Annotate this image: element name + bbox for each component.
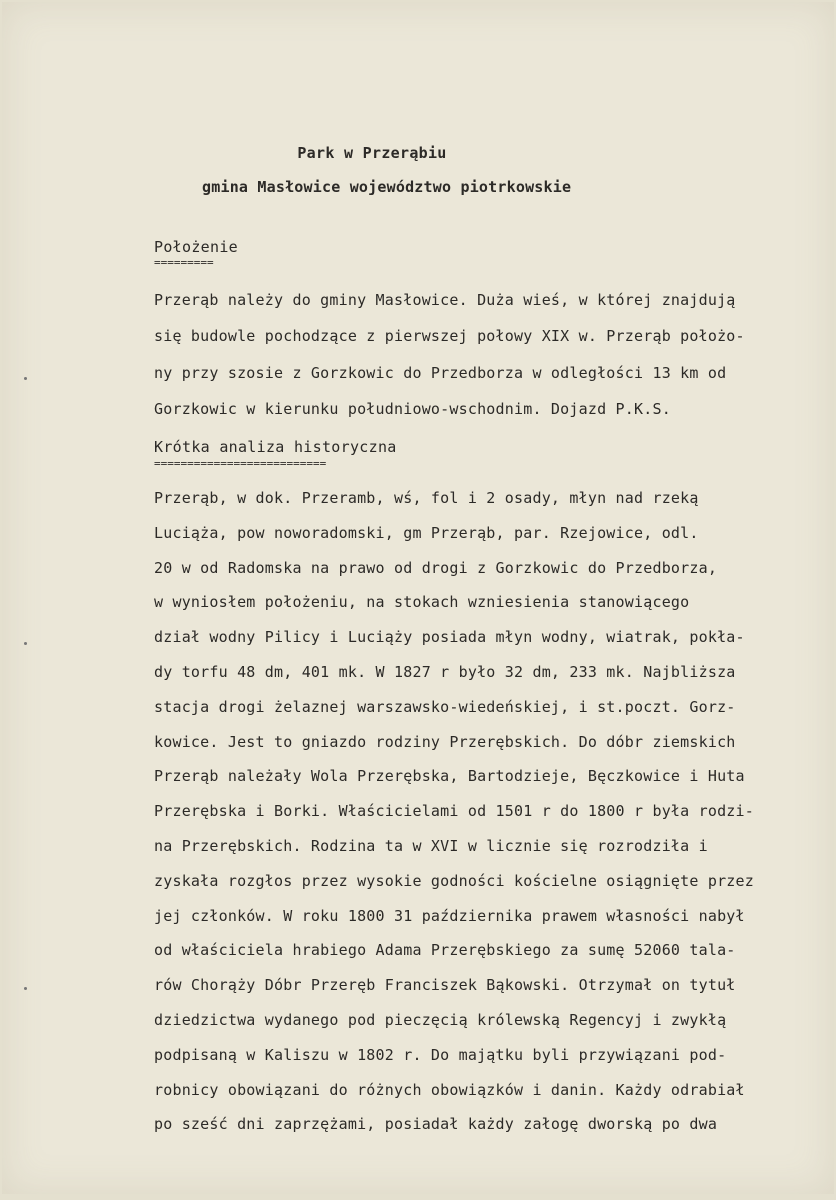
heading-underline: =========	[154, 257, 214, 268]
text-line: kowice. Jest to gniazdo rodziny Przerębskich. Do dóbr ziemskich	[154, 732, 736, 751]
text-line: dział wodny Pilicy i Luciąży posiada młyn wodny, wiatrak, pokła-	[154, 628, 745, 647]
text-line: Luciąża, pow noworadomski, gm Przerąb, par. Rzejowice, odl.	[154, 523, 699, 542]
text-line: Przerąb należy do gminy Masłowice. Duża wieś, w której znajdują	[154, 291, 736, 309]
margin-mark	[24, 642, 27, 645]
text-line: Przerąb należały Wola Przerębska, Bartodzieje, Bęczkowice i Huta	[154, 767, 745, 786]
document-page	[2, 2, 834, 1194]
text-line: zyskała rozgłos przez wysokie godności kościelne osiągnięte przez	[154, 871, 754, 890]
heading-underline: ==========================	[154, 458, 327, 469]
text-line: Gorzkowic w kierunku południowo-wschodnim. Dojazd P.K.S.	[154, 400, 671, 419]
text-line: podpisaną w Kaliszu w 1802 r. Do majątku byli przywiązani pod-	[154, 1045, 727, 1064]
text-line: rów Chorąży Dóbr Przeręb Franciszek Bąkowski. Otrzymał on tytuł	[154, 976, 736, 995]
margin-mark	[24, 377, 27, 380]
text-line: w wyniosłem położeniu, na stokach wzniesienia stanowiącego	[154, 593, 690, 612]
text-line: po sześć dni zaprzężami, posiadał każdy załogę dworską po dwa	[154, 1115, 718, 1134]
text-line: od właściciela hrabiego Adama Przerębskiego za sumę 52060 tala-	[154, 941, 736, 960]
text-line: dy torfu 48 dm, 401 mk. W 1827 r było 32 dm, 233 mk. Najbliższa	[154, 662, 736, 681]
text-line: 20 w od Radomska na prawo od drogi z Gorzkowic do Przedborza,	[154, 558, 718, 577]
text-line: stacja drogi żelaznej warszawsko-wiedeńskiej, i st.poczt. Gorz-	[154, 697, 736, 716]
text-line: Przerąb, w dok. Przeramb, wś, fol i 2 osady, młyn nad rzeką	[154, 489, 699, 507]
text-line: jej członków. W roku 1800 31 października prawem własności nabył	[154, 906, 745, 925]
section-heading-location: Położenie	[154, 238, 238, 256]
text-line: ny przy szosie z Gorzkowic do Przedborza w odległości 13 km od	[154, 363, 727, 382]
section-heading-history: Krótka analiza historyczna	[154, 438, 397, 456]
text-line: dziedzictwa wydanego pod pieczęcią królewską Regencyj i zwykłą	[154, 1010, 727, 1029]
margin-mark	[24, 987, 27, 990]
page-subtitle: gmina Masłowice województwo piotrkowskie	[202, 178, 572, 196]
text-line: Przerębska i Borki. Właścicielami od 1501 r do 1800 r była rodzi-	[154, 802, 754, 821]
text-line: na Przerębskich. Rodzina ta w XVI w licznie się rozrodziła i	[154, 836, 708, 855]
text-line: robnicy obowiązani do różnych obowiązków i danin. Każdy odrabiał	[154, 1080, 745, 1099]
paragraph-history	[154, 481, 754, 1142]
paragraph-location	[154, 282, 745, 428]
page-title: Park w Przerąbiu	[297, 144, 447, 162]
text-line: się budowle pochodzące z pierwszej połowy XIX w. Przerąb położo-	[154, 327, 745, 346]
